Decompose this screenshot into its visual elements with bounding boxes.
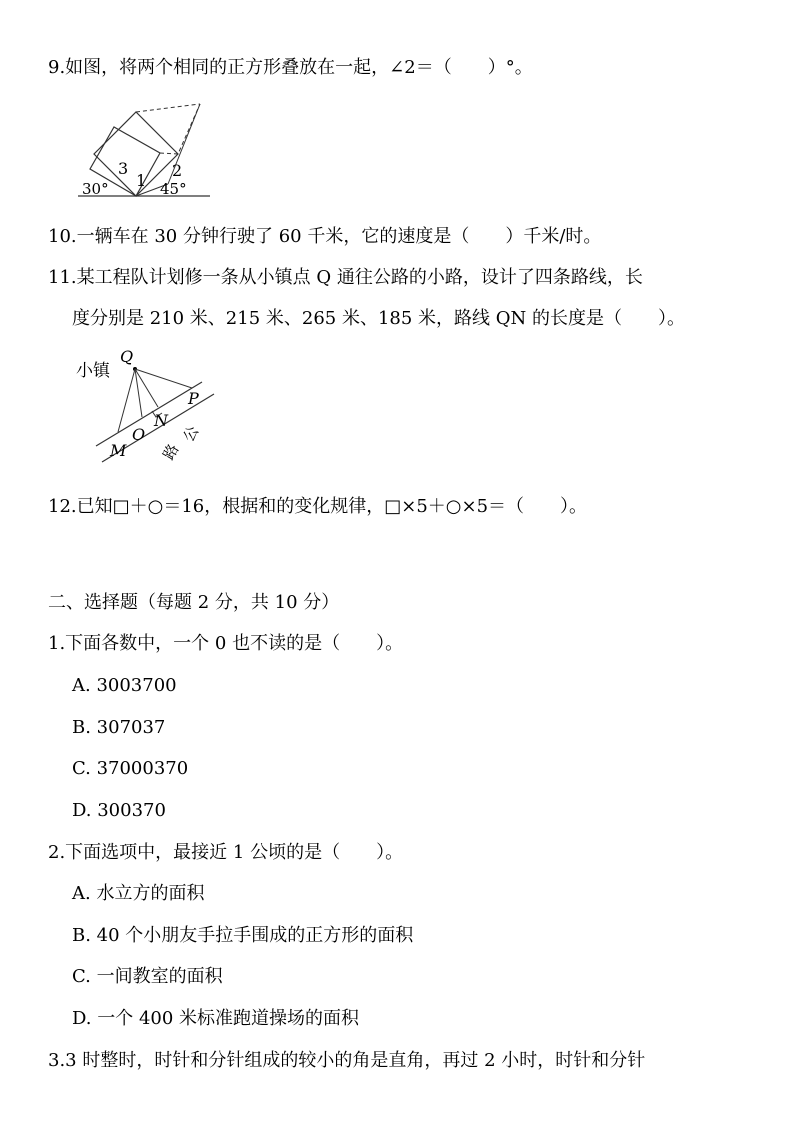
question-10: 10.一辆车在 30 分钟行驶了 60 千米，它的速度是（ ）千米/时。 xyxy=(48,226,602,247)
angle-45: 45° xyxy=(160,180,187,198)
road-label-1: 公 xyxy=(179,422,203,445)
choice-1-option-a: A. 3003700 xyxy=(72,675,177,696)
question-12: 12.已知□＋○＝16，根据和的变化规律，□×5＋○×5＝（ ）。 xyxy=(48,496,588,517)
choice-2-option-a: A. 水立方的面积 xyxy=(72,883,205,904)
label-3: 3 xyxy=(118,159,129,178)
choice-2-option-d: D. 一个 400 米标准跑道操场的面积 xyxy=(72,1008,360,1029)
label-1: 1 xyxy=(136,171,147,190)
label-2: 2 xyxy=(172,161,183,180)
choice-1-option-c: C. 37000370 xyxy=(72,758,189,779)
point-o-label: O xyxy=(132,425,146,444)
question-11-figure xyxy=(74,346,224,468)
choice-2-option-b: B. 40 个小朋友手拉手围成的正方形的面积 xyxy=(72,925,414,946)
choice-question-1: 1.下面各数中，一个 0 也不读的是（ ）。 xyxy=(48,633,404,654)
angle-30: 30° xyxy=(82,180,109,198)
point-p-label: P xyxy=(188,389,199,408)
question-9-figure xyxy=(78,96,218,204)
choice-question-3: 3.3 时整时，时针和分针组成的较小的角是直角，再过 2 小时，时针和分针 xyxy=(48,1050,646,1071)
choice-2-option-c: C. 一间教室的面积 xyxy=(72,966,223,987)
town-label: 小镇 xyxy=(76,361,110,381)
section-2-heading: 二、选择题（每题 2 分，共 10 分） xyxy=(48,592,340,613)
question-11-line-1: 11.某工程队计划修一条从小镇点 Q 通往公路的小路，设计了四条路线，长 xyxy=(48,267,643,288)
point-q-label: Q xyxy=(120,347,134,366)
choice-question-2: 2.下面选项中，最接近 1 公顷的是（ ）。 xyxy=(48,842,404,863)
point-m-label: M xyxy=(110,441,127,460)
road-label-2: 路 xyxy=(159,440,183,463)
choice-1-option-b: B. 307037 xyxy=(72,717,166,738)
choice-1-option-d: D. 300370 xyxy=(72,800,166,821)
question-9: 9.如图，将两个相同的正方形叠放在一起，∠2＝（ ）°。 xyxy=(48,57,533,78)
point-n-label: N xyxy=(154,411,168,430)
question-11-line-2: 度分别是 210 米、215 米、265 米、185 米，路线 QN 的长度是（ ）。 xyxy=(72,308,685,329)
